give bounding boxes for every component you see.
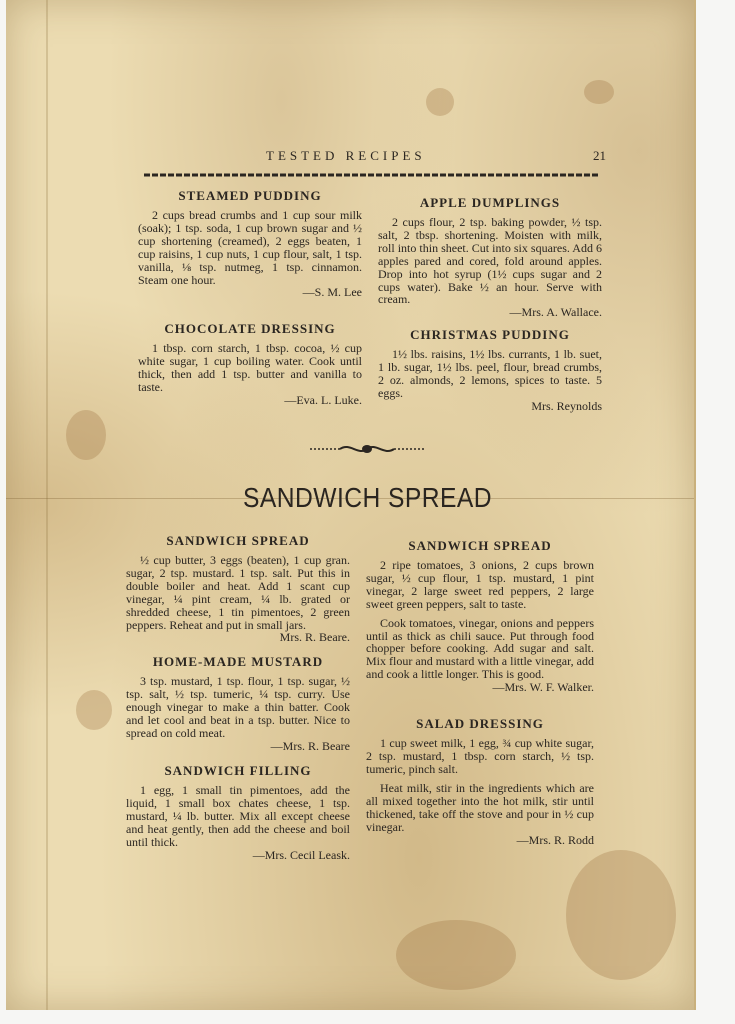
section-title: SANDWICH SPREAD [243,482,492,513]
recipe-salad-dressing [366,716,594,846]
stain [426,88,454,116]
recipe-text: 2 cups flour, 2 tsp. baking powder, ½ tsp. salt, 2 tbsp. shortening. Moisten with milk, roll into thin sheet. Cut into six squares. Add 6 apples pared and cored, fold around apples. Drop into hot syrup (1½ cups sugar and 2 cups water). Bake ½ an hour. Serve with cream. [378,215,602,307]
column-bottom-right [366,538,594,847]
recipe-home-made-mustard [126,654,350,753]
recipe-title: APPLE DUMPLINGS [419,195,561,210]
recipe-author: Mrs. Reynolds [531,398,602,413]
recipe-text: 2 cups bread crumbs and 1 cup sour milk (soak); 1 tsp. soda, 1 cup brown sugar and ½ cup shortening (creamed), 2 eggs beaten, 1 cup raisins, 1 cup nuts, 1 cup flour, salt, 1 tsp. vanilla, ⅛ tsp. nutmeg, 1 tsp. cinnamon. Steam one hour. [138,208,362,287]
stain [584,80,614,104]
stain [566,850,676,980]
recipe-steamed-pudding [138,188,362,299]
recipe-author: —Mrs. W. F. Walker. [492,680,594,695]
recipe-author: —Mrs. R. Rodd [516,832,594,847]
recipe-text: 3 tsp. mustard, 1 tsp. flour, 1 tsp. sugar, ½ tsp. salt, ½ tsp. tumeric, ¼ tsp. curry. Use enough vinegar to make a thin batter. Cook and let cool and beat in a tsp. butter. Nice to spread on cold meat. [126,674,350,741]
recipe-christmas-pudding [378,327,602,413]
recipe-title: CHOCOLATE DRESSING [164,321,336,337]
recipe-text-continued: Cook tomatoes, vinegar, onions and peppers until as thick as chili sauce. Put through food chopper before cooking. Add sugar and salt. Mix flour and mustard with a little vinegar, add and cook a little longer. This is good. [366,615,594,682]
recipe-sandwich-spread-1 [126,533,350,644]
recipe-text: 1 tbsp. corn starch, 1 tbsp. cocoa, ½ cup white sugar, 1 cup boiling water. Cook until thick, then add 1 tsp. butter and vanilla to taste. [138,341,362,395]
column-top-left [138,188,362,407]
decorative-rule [144,172,600,178]
column-top-right [378,195,602,413]
recipe-author: Mrs. R. Beare. [279,630,350,645]
recipe-title: CHRISTMAS PUDDING [410,327,570,343]
stain [66,410,106,460]
recipe-chocolate-dressing [138,321,362,407]
column-bottom-left [126,533,350,862]
recipe-author: —Eva. L. Luke. [284,393,362,408]
stain [396,920,516,990]
recipe-title: SANDWICH FILLING [164,762,312,778]
ornament-divider [310,442,424,456]
page-number: 21 [593,148,606,163]
recipe-text: 1 cup sweet milk, 1 egg, ¾ cup white sugar, 2 tsp. mustard, 1 tbsp. corn starch, ½ tsp. tumeric, pinch salt. [366,736,594,776]
recipe-text-continued: Heat milk, stir in the ingredients which are all mixed together into the hot milk, stir until thickened, take off the stove and pour in ½ cup vinegar. [366,780,594,834]
recipe-sandwich-spread-2 [366,538,594,694]
recipe-author: —Mrs. A. Wallace. [509,305,602,320]
recipe-title: SANDWICH SPREAD [408,538,552,553]
recipe-title: SANDWICH SPREAD [166,533,310,548]
running-title: TESTED RECIPES [266,148,426,163]
recipe-author: —Mrs. R. Beare [270,738,350,753]
recipe-text: 1½ lbs. raisins, 1½ lbs. currants, 1 lb. suet, 1 lb. sugar, 1½ lbs. peel, flour, bread crumbs, 2 oz. almonds, 2 lemons, spices to taste. 5 eggs. [378,347,602,401]
recipe-title: SALAD DRESSING [416,716,544,732]
recipe-apple-dumplings [378,195,602,319]
page-header [266,148,606,166]
recipe-text: ½ cup butter, 3 eggs (beaten), 1 cup gran. sugar, 2 tsp. mustard. 1 tsp. salt. Put this in double boiler and heat. Add 1 scant cup vinegar, ¼ pint cream, ¼ lb. grated or shredded cheese, 1 tin pimentoes, 2 green peppers. Reheat and put in small jars. [126,553,350,632]
recipe-author: —Mrs. Cecil Leask. [252,847,350,862]
recipe-text: 1 egg, 1 small tin pimentoes, add the liquid, 1 small box chates cheese, 1 tsp. mustard, ¼ lb. butter. Mix all except cheese and heat gently, then add the cheese and boil until thick. [126,782,350,849]
recipe-title: STEAMED PUDDING [178,188,322,203]
stain [76,690,112,730]
recipe-sandwich-filling [126,763,350,862]
recipe-text: 2 ripe tomatoes, 3 onions, 2 cups brown sugar, ½ cup flour, 1 tsp. mustard, 1 pint vinegar, 2 large sweet red peppers, 2 large sweet green peppers, salt to taste. [366,558,594,611]
recipe-author: —S. M. Lee [302,285,362,300]
recipe-title: HOME-MADE MUSTARD [152,654,324,670]
